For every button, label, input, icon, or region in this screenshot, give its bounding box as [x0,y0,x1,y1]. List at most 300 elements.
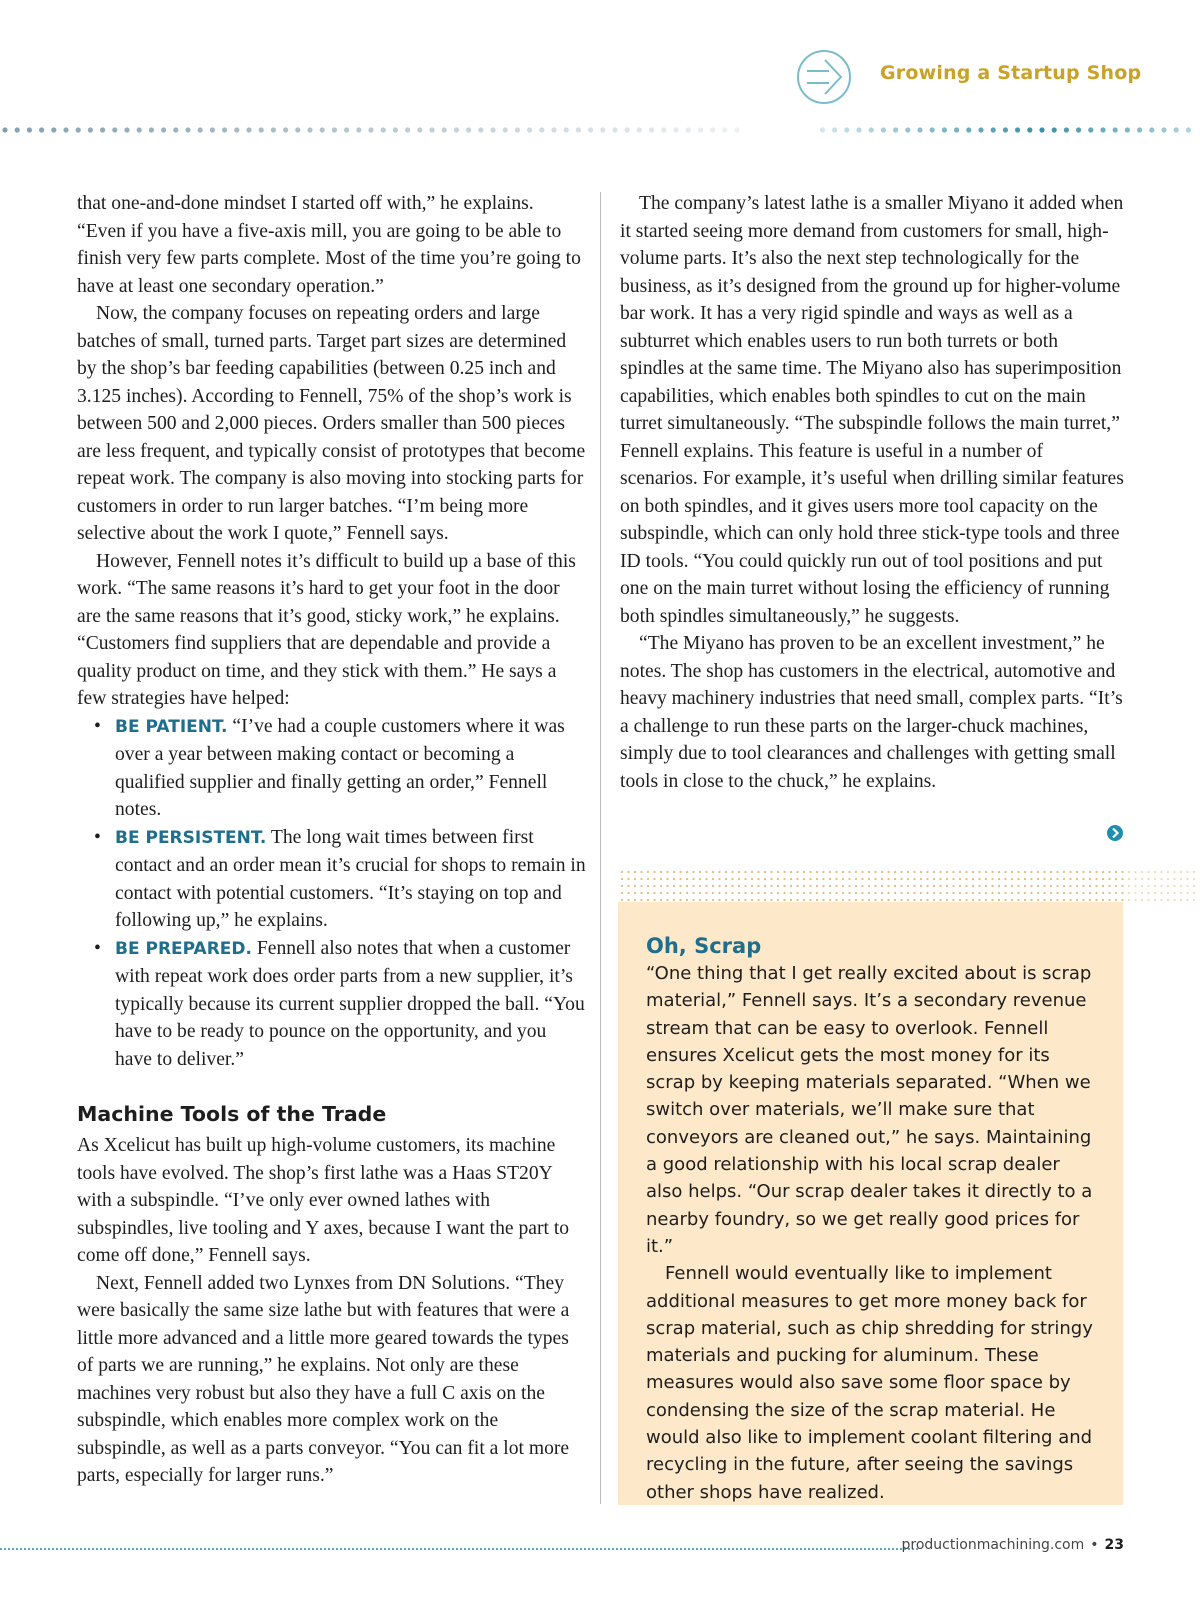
pattern-dot [725,885,727,887]
rule-dot [88,127,93,132]
pattern-dot [972,899,974,901]
sidebar-paragraph: “One thing that I get really excited about is scrap material,” Fennell says. It’s a secondary revenue stream that can be easy to overlook. Fennell ensures Xcelicut gets the most money for its scrap by keeping materials separated. “When we switch over materials, we’ll make sure that conveyors are cleaned out,” he says. Maintaining a good relationship with his local scrap dealer also helps. “Our scrap dealer takes it directly to a nearby foundry, so we get really good prices for it.” [646,963,1093,1257]
rule-dot [320,127,325,132]
pattern-dot [868,885,870,887]
pattern-dot [848,885,850,887]
pattern-dot [751,899,753,901]
rule-dot [1003,127,1008,132]
rule-dot [881,127,886,132]
pattern-dot [848,878,850,880]
pattern-dot [939,878,941,880]
pattern-dot [1121,871,1123,873]
pattern-dot [790,885,792,887]
pattern-dot [874,885,876,887]
pattern-dot [1115,878,1117,880]
pattern-dot [770,899,772,901]
pattern-dot [900,878,902,880]
pattern-dot [699,899,701,901]
pattern-dot [829,878,831,880]
right-column [620,190,1125,795]
pattern-dot [1186,878,1188,880]
pattern-dot [1186,899,1188,901]
subheading: Machine Tools of the Trade [77,1102,387,1126]
pattern-dot [985,871,987,873]
pattern-dot [933,878,935,880]
pattern-dot [1186,885,1188,887]
pattern-dot [1011,871,1013,873]
pattern-dot [1043,892,1045,894]
pattern-dot [653,885,655,887]
pattern-dot [647,878,649,880]
pattern-dot [647,885,649,887]
pattern-dot [634,885,636,887]
pattern-dot [874,892,876,894]
pattern-dot [985,878,987,880]
pattern-dot [1186,892,1188,894]
pattern-dot [965,871,967,873]
pattern-dot [848,892,850,894]
pattern-dot [926,878,928,880]
pattern-dot [1147,892,1149,894]
pattern-dot [1082,871,1084,873]
rule-dot [417,127,422,132]
body-paragraph: Now, the company focuses on repeating orders and large batches of small, turned parts. Target part sizes are determined by the shop’s bar feeding capabilities (between 0.25 inch and 3.125 inches). According to Fennell, 75% of the shop’s work is between 500 and 2,000 pieces. Orders smaller than 500 pieces are less frequent, and typically consist of prototypes that become repeat work. The company is also moving into stocking parts for customers in order to run larger batches. “I’m being more selective about the work I quote,” Fennell says. [77,303,586,544]
pattern-dot [653,899,655,901]
pattern-dot [1121,899,1123,901]
pattern-dot [731,871,733,873]
pattern-dot [881,871,883,873]
pattern-dot [764,892,766,894]
pattern-dot [653,871,655,873]
pattern-dot [952,899,954,901]
pattern-dot [920,885,922,887]
pattern-dot [1128,899,1130,901]
pattern-dot [1024,892,1026,894]
pattern-dot [985,885,987,887]
pattern-dot [848,899,850,901]
rule-dot [15,127,20,132]
rule-dot [588,127,593,132]
pattern-dot [1193,899,1195,901]
rule-dot [637,127,642,132]
pattern-dot [959,871,961,873]
pattern-dot [842,885,844,887]
pattern-dot [1030,899,1032,901]
pattern-dot [718,892,720,894]
pattern-dot [1043,885,1045,887]
pattern-dot [738,892,740,894]
pattern-dot [998,885,1000,887]
pattern-dot [881,885,883,887]
rule-dot [527,127,532,132]
rule-dot [51,127,56,132]
pattern-dot [1134,892,1136,894]
pattern-dot [1115,899,1117,901]
pattern-dot [1167,878,1169,880]
pattern-dot [621,885,623,887]
rule-dot [405,127,410,132]
pattern-dot [803,899,805,901]
pattern-dot [712,878,714,880]
pattern-dot [679,885,681,887]
pattern-dot [627,899,629,901]
pattern-dot [718,885,720,887]
rule-dot [442,127,447,132]
pattern-dot [1193,871,1195,873]
pattern-dot [1076,885,1078,887]
pattern-dot [1167,885,1169,887]
pattern-dot [946,878,948,880]
rule-dot [856,127,861,132]
pattern-dot [744,892,746,894]
pattern-dot [900,871,902,873]
rule-dot [283,127,288,132]
pattern-dot [1180,899,1182,901]
pattern-dot [835,885,837,887]
circle-arrow-right-icon [795,48,853,106]
pattern-dot [887,878,889,880]
pattern-dot [686,892,688,894]
pattern-dot [653,892,655,894]
pattern-dot [692,871,694,873]
pattern-dot [991,899,993,901]
pattern-dot [757,878,759,880]
pattern-dot [972,878,974,880]
pattern-dot [1069,892,1071,894]
pattern-dot [744,899,746,901]
strategy-list [77,713,587,1074]
rule-dot [930,127,935,132]
pattern-dot [1004,885,1006,887]
pattern-dot [946,871,948,873]
pattern-dot [796,899,798,901]
pattern-dot [666,878,668,880]
rule-dot [246,127,251,132]
pattern-dot [985,892,987,894]
rule-dot [942,127,947,132]
pattern-dot [1173,871,1175,873]
pattern-dot [1167,892,1169,894]
sidebar-paragraph: Fennell would eventually like to implement additional measures to get more money back for scrap material, such as chip shredding for stringy materials and pucking for aluminum. These measures would also save some floor space by condensing the size of the scrap material. He would also like to implement coolant filtering and recycling in the future, after seeing the savings other shops have realized. [646,1263,1093,1503]
pattern-dot [1160,899,1162,901]
pattern-dot [621,892,623,894]
pattern-dot [1063,885,1065,887]
pattern-dot [751,871,753,873]
continue-arrow-icon [1106,824,1124,842]
rule-dot [454,127,459,132]
pattern-dot [1095,899,1097,901]
pattern-dot [881,892,883,894]
pattern-dot [679,871,681,873]
pattern-dot [718,871,720,873]
page-number: 23 [1104,1537,1124,1553]
pattern-dot [822,892,824,894]
pattern-dot [1030,871,1032,873]
pattern-dot [913,871,915,873]
pattern-dot [855,871,857,873]
pattern-dot [978,899,980,901]
rule-dot [625,127,630,132]
bullet-text: The long wait times between first contact and an order mean it’s crucial for shops to remain in contact with potential customers. “It’s staying on top and following up,” he explains. [115,826,586,931]
pattern-dot [1030,892,1032,894]
rule-dot [234,127,239,132]
pattern-dot [699,885,701,887]
rule-dot [1076,127,1081,132]
pattern-dot [627,878,629,880]
pattern-dot [1063,899,1065,901]
pattern-dot [1154,885,1156,887]
pattern-dot [972,871,974,873]
pattern-dot [1089,885,1091,887]
pattern-dot [647,892,649,894]
pattern-dot [692,892,694,894]
pattern-dot [965,899,967,901]
pattern-dot [738,878,740,880]
pattern-dot [1017,899,1019,901]
bullet-keyword: BE PERSISTENT. [115,827,267,848]
rule-dot [686,127,691,132]
pattern-dot [1102,871,1104,873]
pattern-dot [796,885,798,887]
pattern-dot [816,899,818,901]
pattern-dot [939,899,941,901]
pattern-dot [920,871,922,873]
pattern-dot [965,892,967,894]
pattern-dot [959,878,961,880]
pattern-dot [1173,899,1175,901]
pattern-dot [803,892,805,894]
rule-dot [295,127,300,132]
pattern-dot [627,871,629,873]
pattern-dot [1037,899,1039,901]
pattern-dot [952,871,954,873]
pattern-dot [634,871,636,873]
pattern-dot [679,892,681,894]
rule-dot [820,127,825,132]
pattern-dot [1134,871,1136,873]
pattern-dot [627,885,629,887]
pattern-dot [783,878,785,880]
pattern-dot [790,899,792,901]
list-item [77,935,587,1074]
pattern-dot [770,885,772,887]
pattern-dot [946,899,948,901]
pattern-dot [666,892,668,894]
pattern-dot [1069,878,1071,880]
rule-dot [1015,127,1020,132]
rule-dot [966,127,971,132]
pattern-dot [1154,871,1156,873]
pattern-dot [894,899,896,901]
pattern-dot [965,878,967,880]
pattern-dot [842,899,844,901]
pattern-dot [835,871,837,873]
pattern-dot [718,899,720,901]
pattern-dot [1160,871,1162,873]
pattern-dot [705,885,707,887]
pattern-dot [816,885,818,887]
pattern-dot [939,871,941,873]
rule-dot [76,127,81,132]
pattern-dot [1180,885,1182,887]
pattern-dot [1011,885,1013,887]
pattern-dot [1115,892,1117,894]
rule-dot [356,127,361,132]
rule-dot [1161,127,1166,132]
pattern-dot [686,878,688,880]
pattern-dot [770,892,772,894]
pattern-dot [634,892,636,894]
pattern-dot [926,899,928,901]
pattern-dot [1011,878,1013,880]
rule-dot [1125,127,1130,132]
pattern-dot [1076,899,1078,901]
pattern-dot [673,885,675,887]
pattern-dot [738,899,740,901]
rule-dot [576,127,581,132]
rule-dot [149,127,154,132]
pattern-dot [998,892,1000,894]
pattern-dot [1056,885,1058,887]
pattern-dot [829,899,831,901]
pattern-dot [660,871,662,873]
rule-dot [1052,127,1057,132]
rule-dot [381,127,386,132]
pattern-dot [913,878,915,880]
pattern-dot [783,885,785,887]
pattern-dot [959,892,961,894]
pattern-dot [692,885,694,887]
pattern-dot [1095,871,1097,873]
rule-dot [564,127,569,132]
rule-dot [710,127,715,132]
pattern-dot [731,885,733,887]
pattern-dot [744,871,746,873]
pattern-dot [777,899,779,901]
pattern-dot [679,878,681,880]
pattern-dot [744,885,746,887]
pattern-dot [692,899,694,901]
pattern-dot [1004,892,1006,894]
rule-dot [63,127,68,132]
rule-dot [612,127,617,132]
pattern-dot [725,899,727,901]
pattern-dot [1128,871,1130,873]
body-paragraph: Next, Fennell added two Lynxes from DN Solutions. “They were basically the same size lathe but with features that were a little more advanced and a little more geared towards the types of parts we are running,” he explains. Not only are these machines very robust but also they have a full C axis on the subspindle, which enables more complex work on the subspindle, as well as a parts conveyor. “You can fit a lot more parts, especially for larger runs.” [77,1272,570,1486]
pattern-dot [1173,892,1175,894]
pattern-dot [1095,892,1097,894]
pattern-dot [744,878,746,880]
pattern-dot [998,878,1000,880]
pattern-dot [1180,871,1182,873]
pattern-dot [1069,885,1071,887]
rule-dot [503,127,508,132]
pattern-dot [985,899,987,901]
rule-dot [112,127,117,132]
rule-dot [954,127,959,132]
pattern-dot [705,871,707,873]
rule-dot [1137,127,1142,132]
pattern-dot [874,878,876,880]
pattern-dot [1115,871,1117,873]
pattern-dot [952,892,954,894]
pattern-dot [1089,878,1091,880]
pattern-dot [868,878,870,880]
pattern-dot [835,892,837,894]
pattern-dot [1141,885,1143,887]
pattern-dot [835,899,837,901]
pattern-dot [894,871,896,873]
pattern-dot [939,892,941,894]
rule-dot [271,127,276,132]
pattern-dot [1193,892,1195,894]
rule-dot [1088,127,1093,132]
pattern-dot [1154,878,1156,880]
pattern-dot [907,892,909,894]
pattern-dot [881,878,883,880]
pattern-dot [822,878,824,880]
section-title: Growing a Startup Shop [880,62,1142,84]
rule-dot [307,127,312,132]
rule-dot [478,127,483,132]
pattern-dot [959,885,961,887]
pattern-dot [725,871,727,873]
pattern-dot [991,892,993,894]
pattern-dot [738,885,740,887]
bullet-text: Fennell also notes that when a customer with repeat work does order parts from a new supplier, it’s typically because its current supplier dropped the ball. “You have to be ready to pounce on the opportunity, and you have to deliver.” [115,937,585,1070]
pattern-dot [1134,885,1136,887]
pattern-dot [686,885,688,887]
pattern-dot [1193,885,1195,887]
pattern-dot [692,878,694,880]
pattern-dot [842,878,844,880]
pattern-dot [1017,892,1019,894]
pattern-dot [835,878,837,880]
pattern-dot [913,899,915,901]
pattern-dot [1128,878,1130,880]
pattern-dot [699,878,701,880]
pattern-dot [640,892,642,894]
pattern-dot [900,885,902,887]
pattern-dot [731,892,733,894]
pattern-dot [829,892,831,894]
pattern-dot [829,871,831,873]
pattern-dot [822,871,824,873]
pattern-dot [751,878,753,880]
pattern-dot [1147,871,1149,873]
footer [902,1537,1124,1553]
pattern-dot [991,878,993,880]
pattern-dot [764,899,766,901]
rule-dot [515,127,520,132]
pattern-dot [1024,871,1026,873]
pattern-dot [842,871,844,873]
rule-dot [124,127,129,132]
pattern-dot [1037,878,1039,880]
body-paragraph: that one-and-done mindset I started off with,” he explains. “Even if you have a five-axis mill, you are going to be able to finish very few parts complete. Most of the time you’re going to have at least one secondary operation.” [77,193,581,297]
pattern-dot [1063,892,1065,894]
pattern-dot [1056,871,1058,873]
pattern-dot [1121,885,1123,887]
pattern-dot [868,892,870,894]
rule-dot [198,127,203,132]
pattern-dot [790,871,792,873]
pattern-dot [816,871,818,873]
rule-dot [1027,127,1032,132]
pattern-dot [861,871,863,873]
pattern-dot [1082,899,1084,901]
pattern-dot [699,871,701,873]
